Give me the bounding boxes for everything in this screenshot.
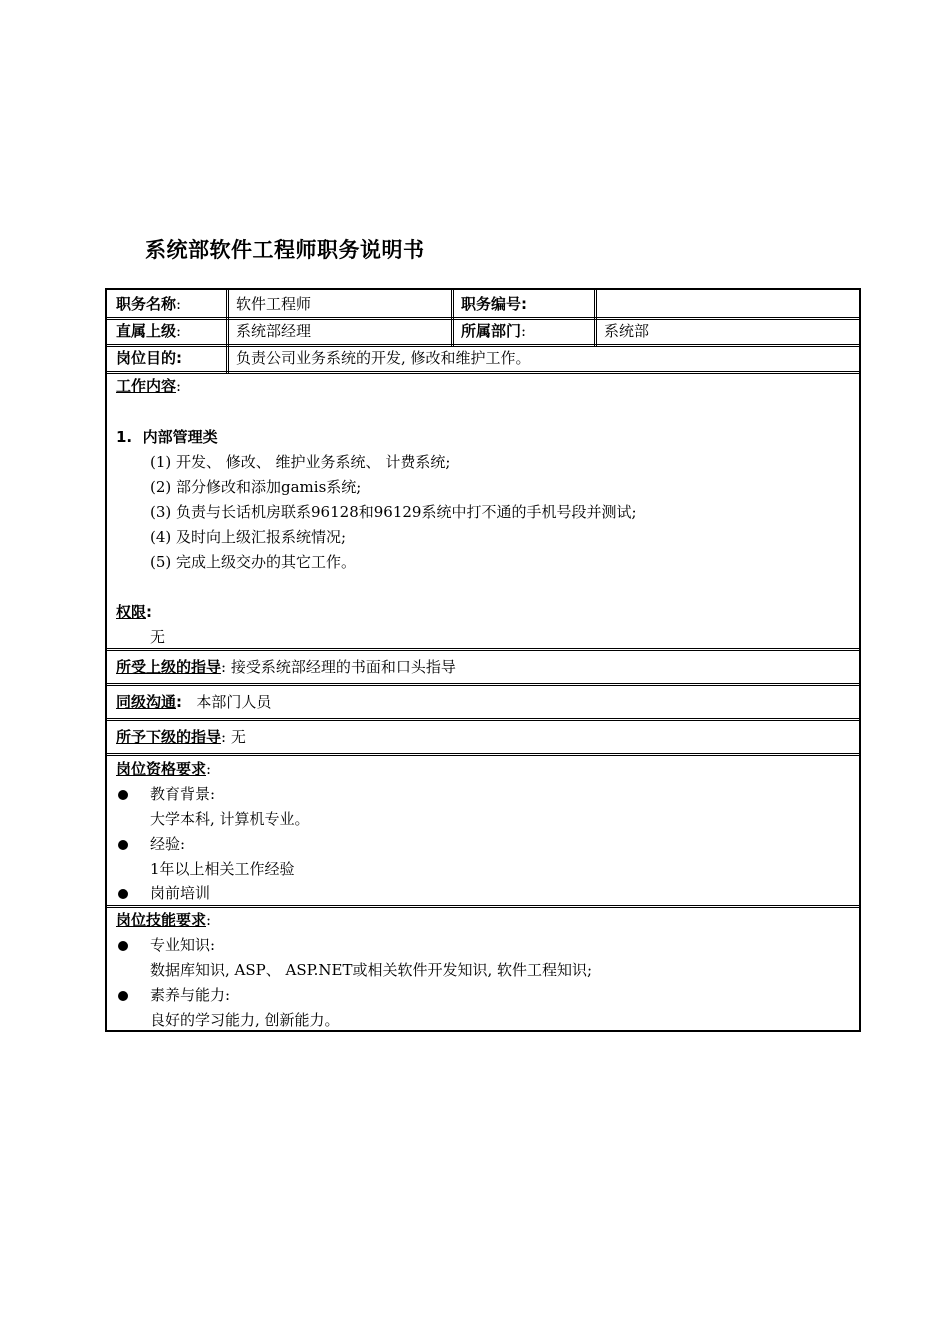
skill-title: 专业知识: (150, 936, 216, 954)
skill-title: 素养与能力: (150, 986, 231, 1004)
column-divider (226, 290, 229, 374)
colon: : (221, 728, 227, 746)
skills-heading (116, 910, 211, 930)
job-name-cell (116, 294, 181, 314)
guidance-given-row (116, 727, 246, 747)
colon: : (146, 603, 153, 621)
work-content-label: 工作内容 (116, 377, 177, 395)
qualifications-label: 岗位资格要求 (116, 760, 207, 778)
section-heading (116, 427, 218, 447)
work-item: (3) 负责与长话机房联系96128和96129系统中打不通的手机号段并测试; (150, 503, 637, 521)
job-name-value: 软件工程师 (236, 295, 312, 313)
colon: : (176, 693, 183, 711)
authority-label: 权限 (116, 603, 147, 621)
skill-detail: 良好的学习能力, 创新能力。 (150, 1011, 340, 1029)
bullet-icon (118, 840, 128, 850)
colon: : (176, 377, 182, 395)
colon: : (521, 322, 527, 340)
bullet-icon (118, 941, 128, 951)
guidance-given-label: 所予下级的指导 (116, 728, 222, 746)
colon: : (221, 658, 227, 676)
qualification-title: 经验: (150, 835, 186, 853)
qualification-detail: 大学本科, 计算机专业。 (150, 810, 310, 828)
work-item: (2) 部分修改和添加gamis系统; (150, 478, 362, 496)
job-name-label: 职务名称 (116, 295, 177, 313)
work-item: (1) 开发、 修改、 维护业务系统、 计费系统; (150, 453, 451, 471)
work-item: (4) 及时向上级汇报系统情况; (150, 528, 347, 546)
superior-value: 系统部经理 (236, 322, 312, 340)
purpose-label: 岗位目的 (116, 349, 177, 367)
row-divider (107, 371, 859, 374)
row-divider (107, 648, 859, 651)
column-divider (594, 290, 597, 347)
guidance-received-label: 所受上级的指导 (116, 658, 222, 676)
purpose-cell (116, 348, 182, 368)
guidance-received-value: 接受系统部经理的书面和口头指导 (230, 658, 456, 676)
skill-detail: 数据库知识, ASP、 ASP.NET或相关软件开发知识, 软件工程知识; (150, 961, 593, 979)
purpose-value: 负责公司业务系统的开发, 修改和维护工作。 (236, 349, 531, 367)
section-number: 1. (116, 428, 133, 446)
job-code-cell (461, 294, 527, 314)
row-divider (107, 683, 859, 686)
guidance-received-row (116, 657, 456, 677)
authority-heading (116, 602, 152, 622)
work-item: (5) 完成上级交办的其它工作。 (150, 553, 357, 571)
bullet-icon (118, 889, 128, 899)
colon: : (206, 760, 212, 778)
skills-label: 岗位技能要求 (116, 911, 207, 929)
row-divider (107, 753, 859, 756)
document-title: 系统部软件工程师职务说明书 (145, 238, 425, 262)
dept-cell (461, 321, 526, 341)
job-code-label: 职务编号 (461, 295, 522, 313)
column-divider (451, 290, 454, 347)
bullet-icon (118, 991, 128, 1001)
row-divider (107, 317, 859, 320)
guidance-given-value: 无 (230, 728, 246, 746)
colon: : (521, 295, 528, 313)
bullet-icon (118, 790, 128, 800)
qualifications-heading (116, 759, 211, 779)
qualification-detail: 1年以上相关工作经验 (150, 860, 295, 878)
row-divider (107, 905, 859, 908)
colon: : (206, 911, 212, 929)
colon: : (176, 322, 182, 340)
row-divider (107, 718, 859, 721)
peer-communication-label: 同级沟通 (116, 693, 177, 711)
dept-label: 所属部门 (461, 322, 522, 340)
peer-communication-value: 本部门人员 (196, 693, 272, 711)
colon: : (176, 349, 183, 367)
section-title: 内部管理类 (142, 428, 218, 446)
row-divider (107, 344, 859, 347)
superior-cell (116, 321, 181, 341)
dept-value: 系统部 (604, 322, 650, 340)
peer-communication-row (116, 692, 271, 712)
authority-value: 无 (150, 628, 166, 646)
superior-label: 直属上级 (116, 322, 177, 340)
work-content-heading (116, 376, 181, 396)
job-description-table (105, 288, 861, 1032)
qualification-title: 岗前培训 (150, 884, 211, 902)
qualification-title: 教育背景: (150, 785, 216, 803)
colon: : (176, 295, 182, 313)
